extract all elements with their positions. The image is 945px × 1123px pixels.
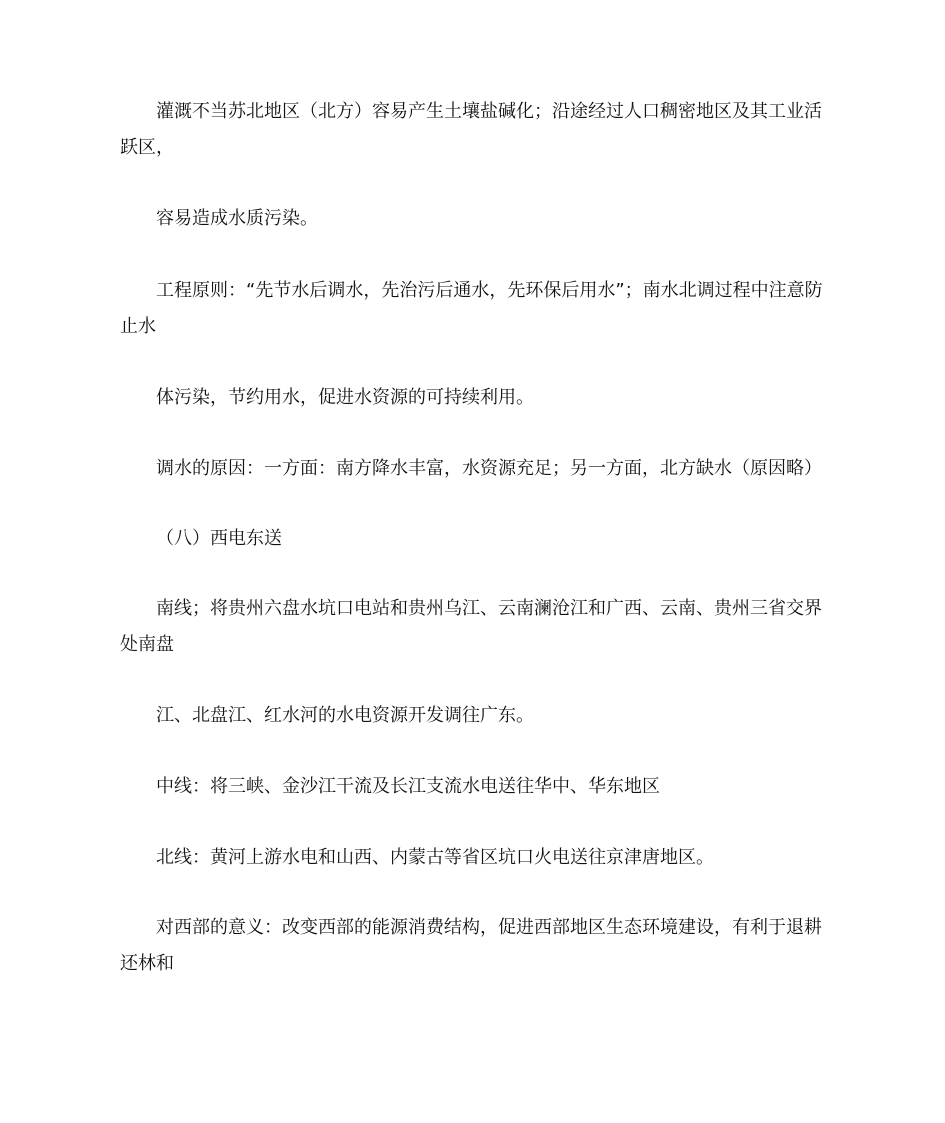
paragraph-middle-route: 中线：将三峡、金沙江干流及长江支流水电送往华中、华东地区 (156, 776, 660, 797)
paragraph-southern-route: 南线；将贵州六盘水坑口电站和贵州乌江、云南澜沧江和广西、云南、贵州三省交界处南盘 (120, 598, 822, 655)
paragraph-project-principle: 工程原则：“先节水后调水，先治污后通水，先环保后用水”；南水北调过程中注意防止水 (120, 280, 823, 337)
paragraph-water-pollution: 容易造成水质污染。 (156, 208, 318, 229)
paragraph-water-saving: 体污染，节约用水，促进水资源的可持续利用。 (156, 387, 534, 408)
paragraph-northern-route: 北线：黄河上游水电和山西、内蒙古等省区坑口火电送往京津唐地区。 (156, 847, 714, 868)
paragraph-southern-route-continued: 江、北盘江、红水河的水电资源开发调往广东。 (156, 705, 534, 726)
paragraph-irrigation-salinization: 灌溉不当苏北地区（北方）容易产生土壤盐碱化；沿途经过人口稠密地区及其工业活跃区， (120, 101, 822, 158)
section-heading-west-east-power: （八）西电东送 (156, 528, 282, 549)
paragraph-diversion-reason: 调水的原因：一方面：南方降水丰富，水资源充足；另一方面，北方缺水（原因略） (156, 458, 822, 479)
paragraph-western-significance: 对西部的意义：改变西部的能源消费结构，促进西部地区生态环境建设，有利于退耕还林和 (120, 917, 822, 974)
